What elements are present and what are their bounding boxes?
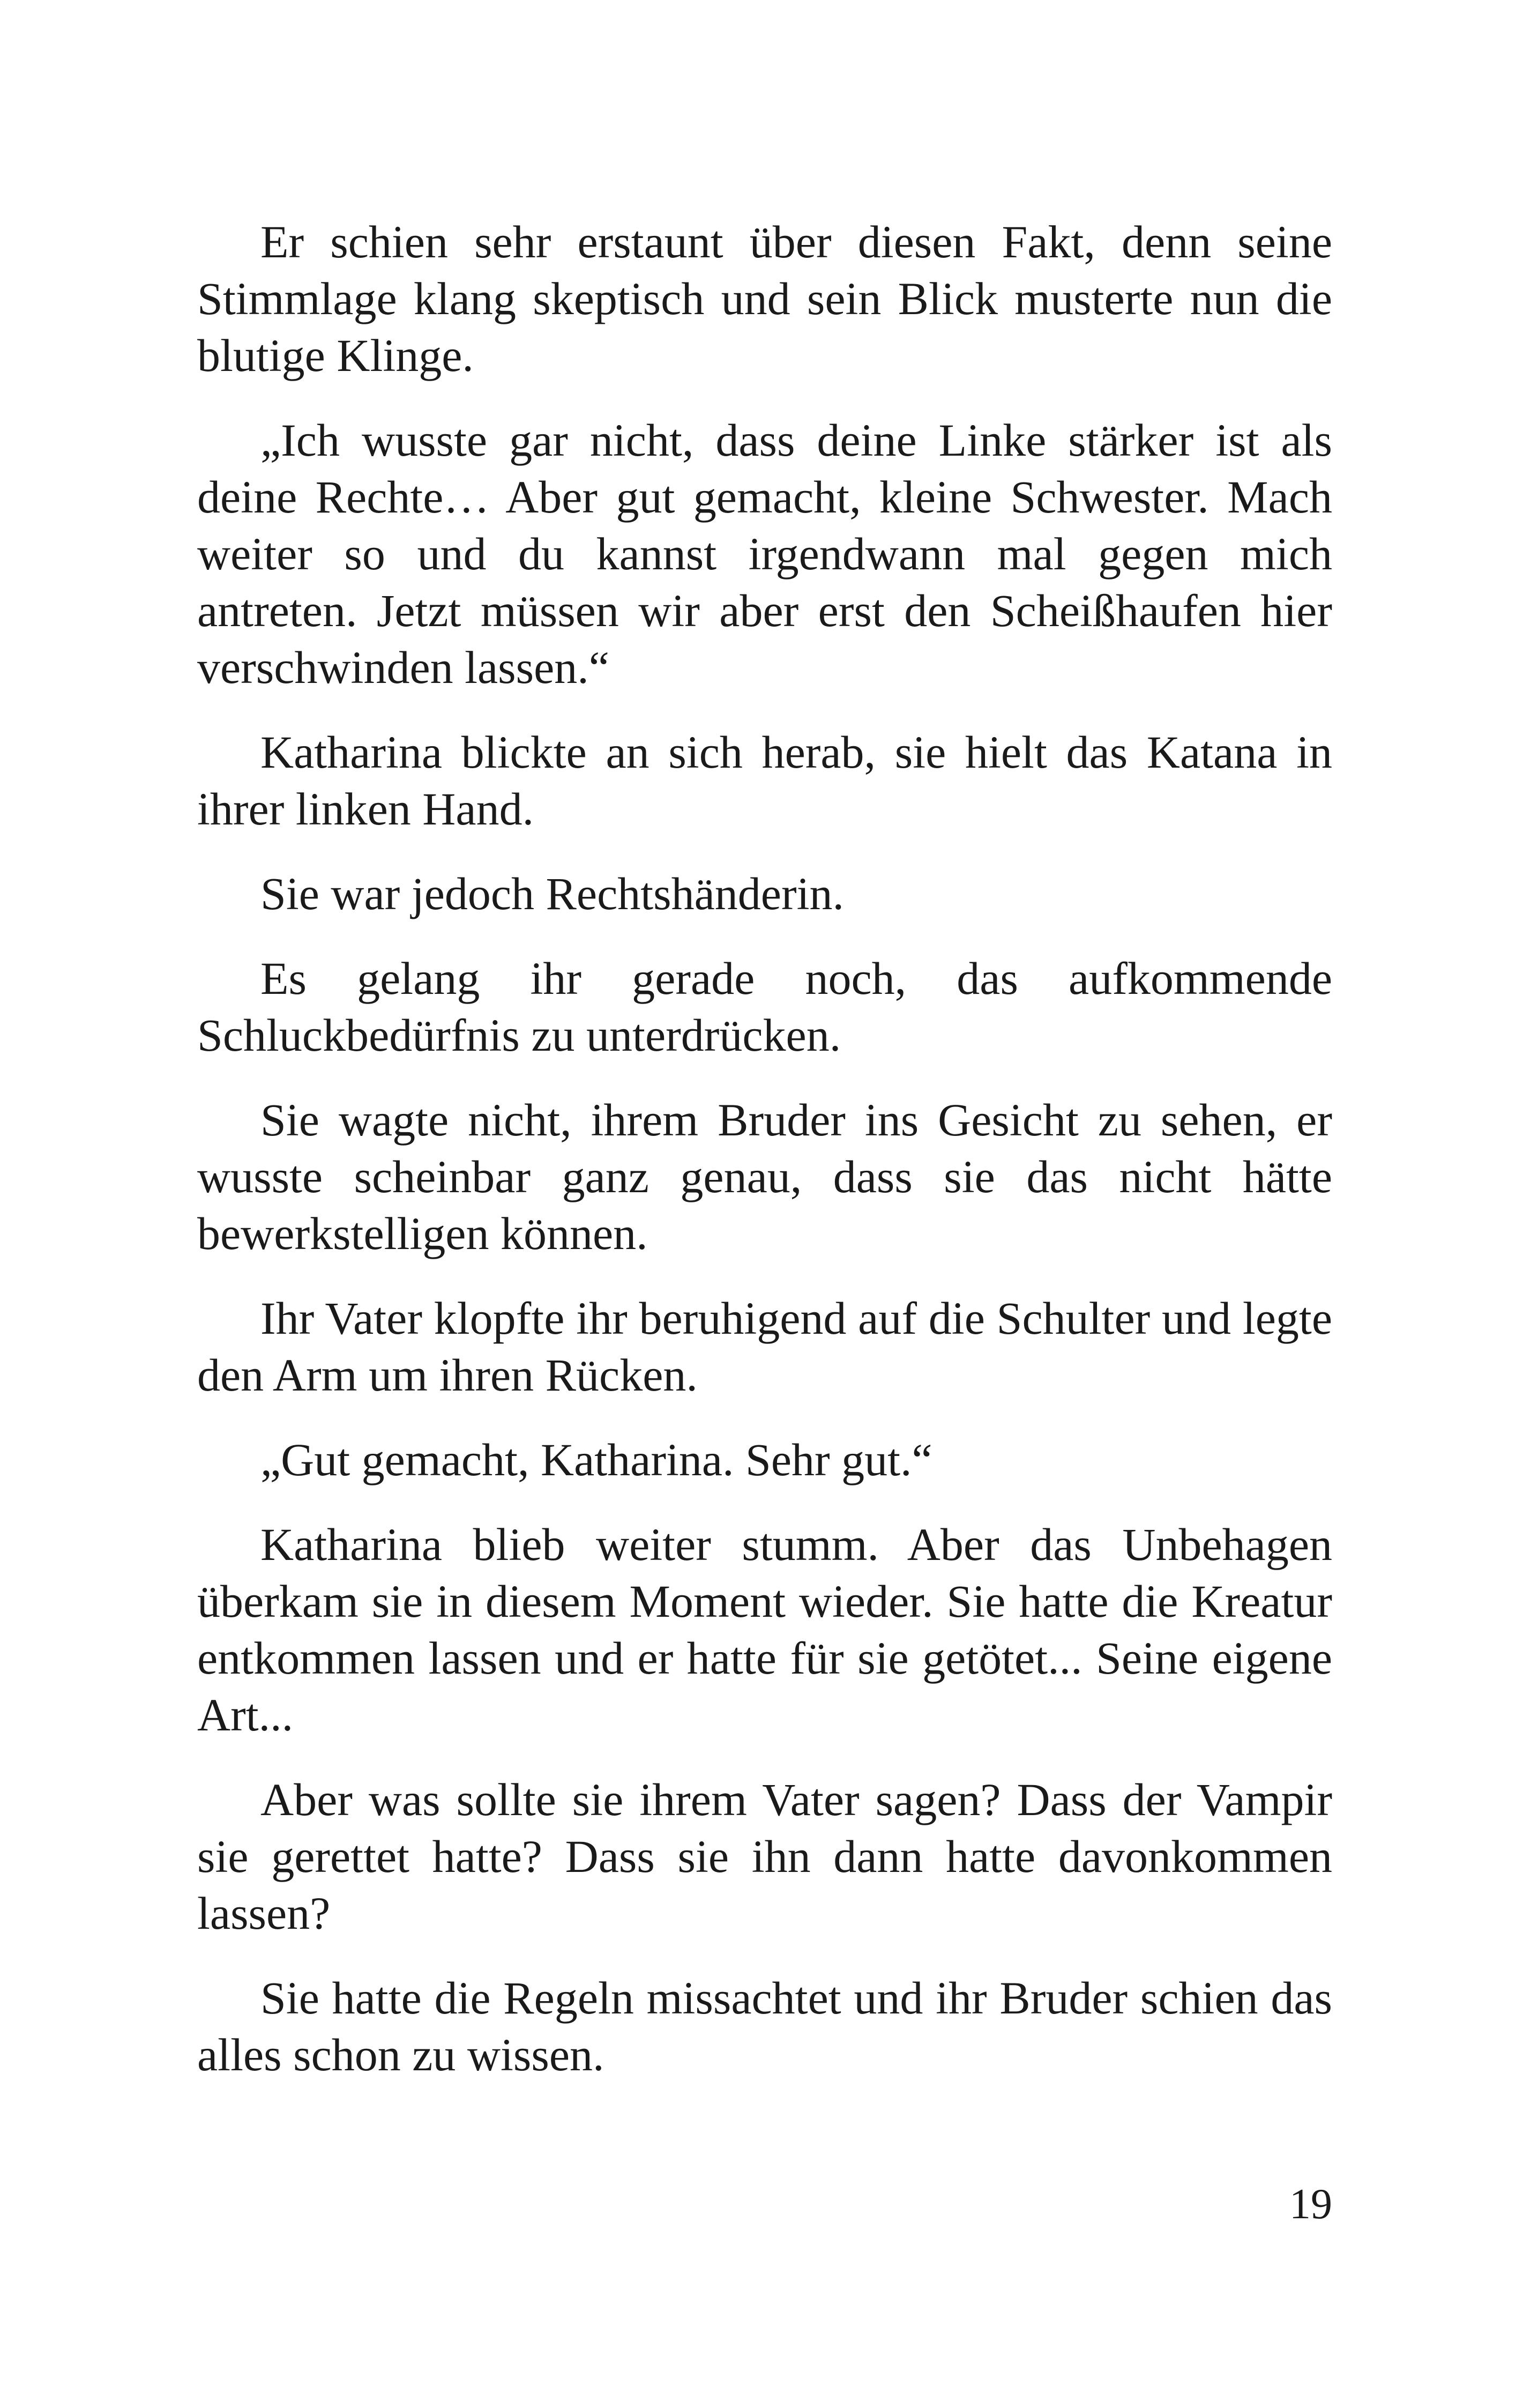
body-text	[197, 213, 1332, 2083]
paragraph: Katharina blickte an sich herab, sie hielt das Katana in ihrer linken Hand.	[197, 726, 1332, 835]
paragraph: Sie war jedoch Rechtshänderin.	[260, 868, 844, 919]
paragraph: „Ich wusste gar nicht, dass deine Linke stärker ist als deine Rechte… Aber gut gemacht, kleine Schwester. Mach weiter so und du kannst irgendwann mal gegen mich antreten. Jetzt müssen wir aber erst den Scheißhaufen hier verschwinden lassen.“	[197, 414, 1332, 693]
page-number: 19	[1289, 2181, 1332, 2228]
paragraph: Er schien sehr erstaunt über diesen Fakt, denn seine Stimmlage klang skeptisch und sein Blick musterte nun die blutige Klinge.	[197, 216, 1332, 381]
paragraph: „Gut gemacht, Katharina. Sehr gut.“	[260, 1434, 932, 1485]
paragraph: Aber was sollte sie ihrem Vater sagen? Dass der Vampir sie gerettet hatte? Dass sie ihn dann hatte davonkommen lassen?	[197, 1774, 1332, 1939]
paragraph: Ihr Vater klopfte ihr beruhigend auf die Schulter und legte den Arm um ihren Rücken.	[197, 1292, 1332, 1401]
paragraph: Es gelang ihr gerade noch, das aufkommende Schluckbedürfnis zu unterdrücken.	[197, 953, 1332, 1061]
paragraph: Sie wagte nicht, ihrem Bruder ins Gesicht zu sehen, er wusste scheinbar ganz genau, dass sie das nicht hätte bewerkstelligen können.	[197, 1094, 1332, 1259]
paragraph: Sie hatte die Regeln missachtet und ihr Bruder schien das alles schon zu wissen.	[197, 1972, 1332, 2080]
paragraph: Katharina blieb weiter stumm. Aber das Unbehagen überkam sie in diesem Moment wieder. Sie hatte die Kreatur entkommen lassen und er hatte für sie getötet... Seine eigene Art...	[197, 1519, 1332, 1741]
